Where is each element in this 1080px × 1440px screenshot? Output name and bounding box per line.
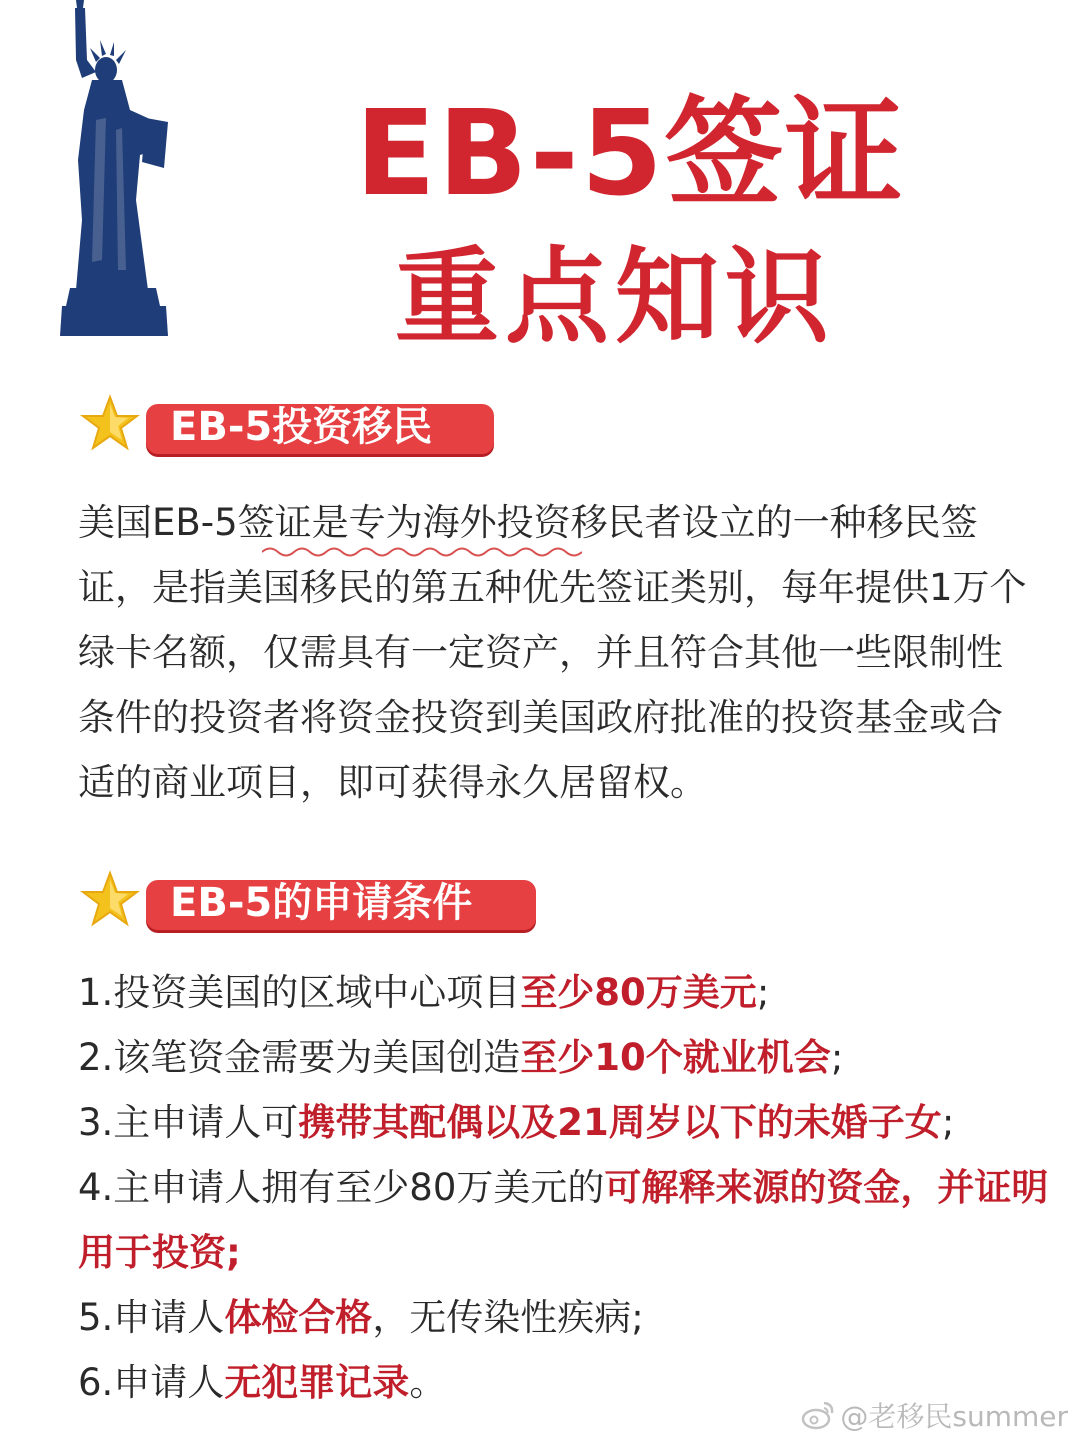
condition-text: 3.主申请人可 [78,1101,299,1144]
condition-highlight: 体检合格 [224,1296,373,1339]
condition-text: 1.投资美国的区域中心项目 [78,971,521,1014]
condition-highlight: 至少80万美元 [520,971,757,1014]
conditions-list [78,960,1053,1415]
list-item [78,1285,1053,1350]
intro-paragraph: 美国EB-5签证是专为海外投资移民者设立的一种移民签证，是指美国移民的第五种优先签证类别，每年提供1万个绿卡名额，仅需具有一定资产，并且符合其他一些限制性条件的投资者将资金投资到美国政府批准的投资基金或合适的商业项目，即可获得永久居留权。 [78,501,1027,804]
page-subtitle: 重点知识 [394,236,835,358]
watermark [800,1395,1068,1435]
list-item [78,960,1053,1025]
condition-highlight: 携带其配偶以及21周岁以下的未婚子女 [298,1101,942,1144]
condition-highlight: 至少10个就业机会 [520,1036,831,1079]
condition-suffix: ，无传染性疾病; [372,1296,644,1339]
condition-highlight: 无犯罪记录 [224,1361,410,1404]
condition-text: 4.主申请人拥有至少80万美元的 [78,1166,605,1209]
list-item [78,1090,1053,1155]
watermark-text: @老移民summer [840,1400,1068,1433]
page-title: EB-5签证 [355,84,905,222]
section-heading-investment [80,394,500,466]
list-item [78,1155,1053,1285]
condition-text: 5.申请人 [78,1296,225,1339]
section-heading-conditions [80,870,550,942]
list-item [78,1025,1053,1090]
weibo-icon [800,1397,836,1433]
section-heading-label: EB-5投资移民 [170,404,433,450]
condition-suffix: ; [756,971,770,1014]
condition-text: 2.该笔资金需要为美国创造 [78,1036,521,1079]
statue-of-liberty-icon [56,0,196,340]
star-icon [80,394,140,454]
condition-suffix: ; [941,1101,955,1144]
condition-suffix: ; [830,1036,844,1079]
star-icon [80,870,140,930]
condition-text: 6.申请人 [78,1361,225,1404]
condition-suffix: 。 [409,1361,447,1404]
spellcheck-underline [262,545,582,559]
section-heading-label: EB-5的申请条件 [170,880,473,926]
condition-highlight: 可解释来源的资金，并证明用于投资; [78,1166,1049,1274]
